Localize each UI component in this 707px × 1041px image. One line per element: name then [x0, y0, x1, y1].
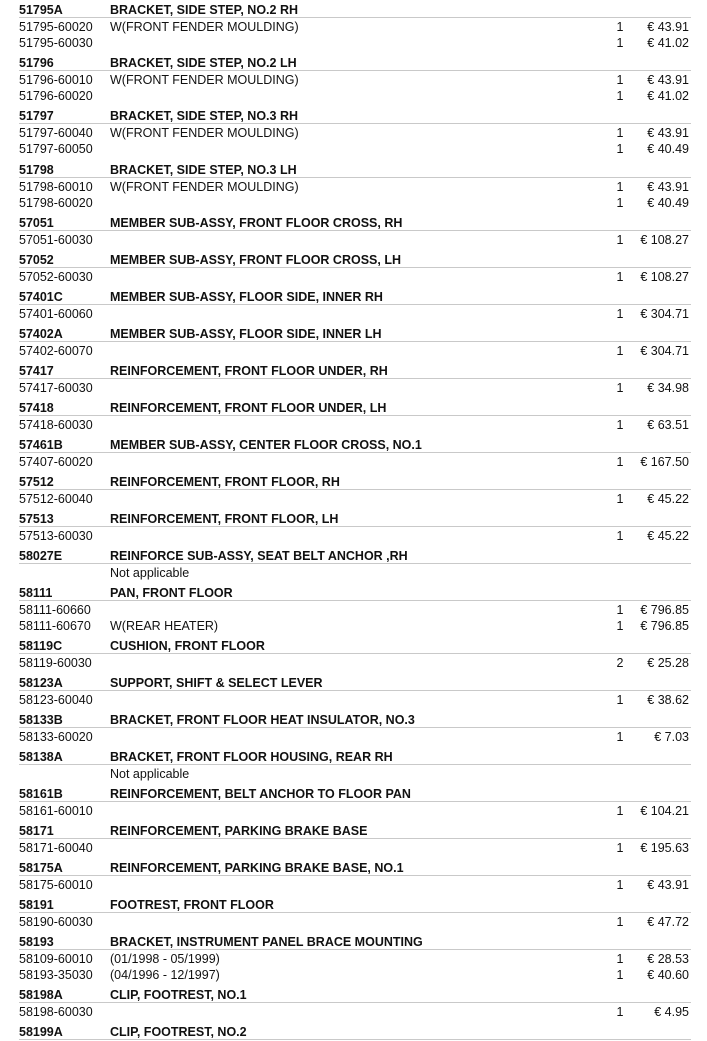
part-group — [0, 214, 707, 248]
group-header — [0, 711, 707, 729]
group-number: 58191 — [19, 898, 54, 912]
header-rule — [19, 230, 691, 231]
part-group — [0, 251, 707, 285]
unit-price: € 7.03 — [654, 730, 689, 744]
part-group — [0, 161, 707, 211]
group-number: 51798 — [19, 162, 54, 177]
part-row — [0, 766, 707, 782]
part-number: 58193-35030 — [19, 968, 93, 982]
part-description: (01/1998 - 05/1999) — [110, 952, 220, 966]
header-rule — [19, 690, 691, 691]
unit-price: € 40.49 — [647, 142, 689, 157]
part-group — [0, 1023, 707, 1041]
part-row — [0, 232, 707, 248]
part-number: 58171-60040 — [19, 841, 93, 855]
header-rule — [19, 838, 691, 839]
group-title: BRACKET, FRONT FLOOR HOUSING, REAR RH — [110, 750, 393, 764]
group-title: MEMBER SUB-ASSY, FRONT FLOOR CROSS, LH — [110, 252, 401, 267]
part-group — [0, 107, 707, 157]
part-row — [0, 125, 707, 141]
part-number: 57418-60030 — [19, 417, 93, 432]
part-group — [0, 510, 707, 544]
part-row — [0, 417, 707, 433]
part-number: 51797-60050 — [19, 142, 93, 157]
quantity: 1 — [616, 20, 624, 34]
part-number: 58109-60010 — [19, 952, 93, 966]
part-row — [0, 19, 707, 35]
group-header — [0, 251, 707, 269]
part-group — [0, 54, 707, 104]
group-header — [0, 1, 707, 19]
quantity: 1 — [616, 491, 624, 506]
part-group — [0, 436, 707, 470]
group-title: REINFORCEMENT, PARKING BRAKE BASE, NO.1 — [110, 861, 404, 875]
part-group — [0, 711, 707, 745]
part-number: 58190-60030 — [19, 915, 93, 929]
part-row — [0, 602, 707, 618]
unit-price: € 304.71 — [640, 343, 689, 358]
unit-price: € 25.28 — [647, 656, 689, 670]
part-number: 57052-60030 — [19, 269, 93, 284]
group-title: REINFORCEMENT, FRONT FLOOR, LH — [110, 511, 339, 526]
group-header — [0, 986, 707, 1004]
quantity: 1 — [616, 269, 624, 284]
part-number: 57401-60060 — [19, 306, 93, 321]
part-number: 57513-60030 — [19, 528, 93, 543]
group-header — [0, 214, 707, 232]
part-row — [0, 380, 707, 396]
unit-price: € 45.22 — [647, 528, 689, 543]
group-header — [0, 822, 707, 840]
part-group — [0, 859, 707, 893]
group-header — [0, 859, 707, 877]
quantity: 1 — [616, 528, 624, 543]
part-row — [0, 914, 707, 930]
part-group — [0, 748, 707, 782]
group-header — [0, 473, 707, 491]
group-number: 58198A — [19, 988, 63, 1003]
header-rule — [19, 563, 691, 564]
group-number: 58199A — [19, 1025, 63, 1040]
group-title: BRACKET, SIDE STEP, NO.2 RH — [110, 3, 299, 17]
part-group — [0, 986, 707, 1020]
part-group — [0, 325, 707, 359]
part-description: W(FRONT FENDER MOULDING) — [110, 179, 299, 194]
group-header — [0, 288, 707, 306]
unit-price: € 108.27 — [640, 269, 689, 284]
group-number: 58175A — [19, 861, 63, 875]
unit-price: € 4.95 — [654, 1005, 689, 1020]
quantity: 1 — [616, 915, 624, 929]
quantity: 1 — [616, 618, 624, 633]
part-number: 51795-60020 — [19, 20, 93, 34]
part-row — [0, 306, 707, 322]
part-description: Not applicable — [110, 565, 190, 580]
part-row — [0, 618, 707, 634]
unit-price: € 63.51 — [647, 417, 689, 432]
group-title: REINFORCEMENT, FRONT FLOOR UNDER, RH — [110, 363, 388, 378]
part-group — [0, 896, 707, 930]
part-row — [0, 655, 707, 671]
group-title: CLIP, FOOTREST, NO.1 — [110, 988, 247, 1003]
group-title: FOOTREST, FRONT FLOOR — [110, 898, 274, 912]
unit-price: € 104.21 — [640, 804, 689, 818]
part-number: 51796-60020 — [19, 89, 93, 104]
part-group — [0, 822, 707, 856]
part-row — [0, 454, 707, 470]
unit-price: € 38.62 — [647, 693, 689, 707]
group-number: 58171 — [19, 824, 54, 838]
part-number: 58119-60030 — [19, 656, 92, 670]
group-title: CLIP, FOOTREST, NO.2 — [110, 1025, 247, 1040]
group-title: REINFORCEMENT, PARKING BRAKE BASE — [110, 824, 368, 838]
group-title: BRACKET, FRONT FLOOR HEAT INSULATOR, NO.3 — [110, 713, 415, 727]
quantity: 1 — [616, 968, 624, 982]
part-row — [0, 528, 707, 544]
group-title: BRACKET, INSTRUMENT PANEL BRACE MOUNTING — [110, 935, 423, 949]
group-number: 51797 — [19, 109, 54, 124]
unit-price: € 28.53 — [647, 952, 689, 966]
quantity: 1 — [616, 306, 624, 321]
quantity: 1 — [616, 142, 624, 157]
group-header — [0, 107, 707, 125]
header-rule — [19, 949, 691, 950]
part-group — [0, 1, 707, 51]
part-number: 57407-60020 — [19, 454, 93, 469]
group-title: BRACKET, SIDE STEP, NO.2 LH — [110, 56, 297, 71]
part-description: (04/1996 - 12/1997) — [110, 968, 220, 982]
part-group — [0, 674, 707, 708]
group-header — [0, 161, 707, 179]
group-header — [0, 584, 707, 602]
group-header — [0, 362, 707, 380]
group-title: MEMBER SUB-ASSY, FLOOR SIDE, INNER RH — [110, 289, 383, 304]
quantity: 1 — [616, 380, 624, 395]
part-row — [0, 565, 707, 581]
quantity: 1 — [616, 602, 624, 617]
unit-price: € 40.49 — [647, 195, 689, 210]
part-group — [0, 473, 707, 507]
group-header — [0, 436, 707, 454]
part-number: 51798-60020 — [19, 195, 93, 210]
unit-price: € 43.91 — [647, 73, 689, 88]
group-header — [0, 933, 707, 951]
unit-price: € 41.02 — [647, 36, 689, 50]
header-rule — [19, 452, 691, 453]
group-number: 57418 — [19, 400, 54, 415]
group-number: 58161B — [19, 787, 63, 801]
group-number: 57401C — [19, 289, 63, 304]
part-row — [0, 72, 707, 88]
unit-price: € 796.85 — [640, 618, 689, 633]
group-number: 58193 — [19, 935, 54, 949]
group-number: 57417 — [19, 363, 54, 378]
part-number: 51798-60010 — [19, 179, 93, 194]
unit-price: € 43.91 — [647, 20, 689, 34]
group-number: 57402A — [19, 326, 63, 341]
quantity: 1 — [616, 36, 624, 50]
quantity: 1 — [616, 343, 624, 358]
part-number: 51797-60040 — [19, 126, 93, 141]
group-header — [0, 1023, 707, 1041]
header-rule — [19, 378, 691, 379]
quantity: 1 — [616, 952, 624, 966]
part-row — [0, 729, 707, 745]
group-title: REINFORCEMENT, FRONT FLOOR, RH — [110, 474, 340, 489]
part-row — [0, 803, 707, 819]
group-title: CUSHION, FRONT FLOOR — [110, 639, 265, 653]
quantity: 2 — [616, 656, 624, 670]
part-row — [0, 269, 707, 285]
part-number: 58175-60010 — [19, 878, 93, 892]
unit-price: € 195.63 — [640, 841, 689, 855]
group-number: 58111 — [19, 585, 53, 600]
header-rule — [19, 764, 691, 765]
group-number: 51796 — [19, 56, 54, 71]
part-description: Not applicable — [110, 767, 190, 781]
part-number: 58111-60660 — [19, 602, 91, 617]
header-rule — [19, 912, 691, 913]
part-row — [0, 967, 707, 983]
group-title: BRACKET, SIDE STEP, NO.3 LH — [110, 162, 297, 177]
part-row — [0, 141, 707, 157]
group-header — [0, 399, 707, 417]
part-group — [0, 584, 707, 634]
part-row — [0, 343, 707, 359]
part-group — [0, 637, 707, 671]
header-rule — [19, 875, 691, 876]
part-row — [0, 179, 707, 195]
part-row — [0, 195, 707, 211]
part-row — [0, 491, 707, 507]
part-description: W(FRONT FENDER MOULDING) — [110, 126, 299, 141]
header-rule — [19, 1002, 691, 1003]
group-header — [0, 785, 707, 803]
group-header — [0, 325, 707, 343]
header-rule — [19, 600, 691, 601]
group-number: 57051 — [19, 215, 54, 230]
quantity: 1 — [616, 126, 624, 141]
group-title: SUPPORT, SHIFT & SELECT LEVER — [110, 676, 323, 690]
group-number: 51795A — [19, 3, 63, 17]
part-row — [0, 88, 707, 104]
group-number: 57512 — [19, 474, 54, 489]
quantity: 1 — [616, 841, 624, 855]
group-title: REINFORCE SUB-ASSY, SEAT BELT ANCHOR ,RH — [110, 548, 408, 563]
part-group — [0, 933, 707, 983]
part-number: 57051-60030 — [19, 232, 93, 247]
part-number: 58161-60010 — [19, 804, 93, 818]
group-title: MEMBER SUB-ASSY, FRONT FLOOR CROSS, RH — [110, 215, 403, 230]
header-rule — [19, 267, 691, 268]
group-number: 58138A — [19, 750, 63, 764]
unit-price: € 167.50 — [640, 454, 689, 469]
group-title: PAN, FRONT FLOOR — [110, 585, 233, 600]
quantity: 1 — [616, 89, 624, 104]
part-group — [0, 785, 707, 819]
quantity: 1 — [616, 804, 624, 818]
part-number: 51796-60010 — [19, 73, 93, 88]
part-row — [0, 1004, 707, 1020]
group-title: REINFORCEMENT, BELT ANCHOR TO FLOOR PAN — [110, 787, 411, 801]
group-header — [0, 510, 707, 528]
quantity: 1 — [616, 195, 624, 210]
unit-price: € 45.22 — [647, 491, 689, 506]
part-row — [0, 35, 707, 51]
part-number: 57402-60070 — [19, 343, 93, 358]
part-row — [0, 692, 707, 708]
unit-price: € 43.91 — [647, 179, 689, 194]
unit-price: € 796.85 — [640, 602, 689, 617]
part-number: 51795-60030 — [19, 36, 93, 50]
group-number: 58027E — [19, 548, 63, 563]
quantity: 1 — [616, 417, 624, 432]
group-header — [0, 637, 707, 655]
unit-price: € 304.71 — [640, 306, 689, 321]
part-row — [0, 840, 707, 856]
part-number: 58123-60040 — [19, 693, 93, 707]
part-row — [0, 877, 707, 893]
unit-price: € 41.02 — [647, 89, 689, 104]
header-rule — [19, 727, 691, 728]
quantity: 1 — [616, 179, 624, 194]
part-group — [0, 362, 707, 396]
group-title: BRACKET, SIDE STEP, NO.3 RH — [110, 109, 299, 124]
part-description: W(FRONT FENDER MOULDING) — [110, 20, 299, 34]
header-rule — [19, 1039, 691, 1040]
header-rule — [19, 304, 691, 305]
group-number: 58123A — [19, 676, 63, 690]
quantity: 1 — [616, 73, 624, 88]
quantity: 1 — [616, 693, 624, 707]
part-group — [0, 547, 707, 581]
unit-price: € 47.72 — [647, 915, 689, 929]
header-rule — [19, 415, 691, 416]
group-header — [0, 54, 707, 72]
quantity: 1 — [616, 232, 624, 247]
header-rule — [19, 17, 691, 18]
group-header — [0, 896, 707, 914]
header-rule — [19, 70, 691, 71]
part-number: 58111-60670 — [19, 618, 91, 633]
part-number: 57512-60040 — [19, 491, 93, 506]
part-row — [0, 951, 707, 967]
header-rule — [19, 341, 691, 342]
unit-price: € 43.91 — [647, 878, 689, 892]
header-rule — [19, 177, 691, 178]
header-rule — [19, 489, 691, 490]
unit-price: € 34.98 — [647, 380, 689, 395]
header-rule — [19, 123, 691, 124]
group-title: MEMBER SUB-ASSY, FLOOR SIDE, INNER LH — [110, 326, 382, 341]
group-number: 57052 — [19, 252, 54, 267]
part-group — [0, 288, 707, 322]
part-number: 57417-60030 — [19, 380, 93, 395]
unit-price: € 108.27 — [640, 232, 689, 247]
part-number: 58133-60020 — [19, 730, 93, 744]
group-number: 58133B — [19, 713, 63, 727]
header-rule — [19, 801, 691, 802]
group-header — [0, 674, 707, 692]
group-number: 57461B — [19, 437, 63, 452]
quantity: 1 — [616, 730, 624, 744]
group-title: MEMBER SUB-ASSY, CENTER FLOOR CROSS, NO.1 — [110, 437, 422, 452]
group-title: REINFORCEMENT, FRONT FLOOR UNDER, LH — [110, 400, 387, 415]
unit-price: € 43.91 — [647, 126, 689, 141]
header-rule — [19, 653, 691, 654]
group-number: 57513 — [19, 511, 54, 526]
group-number: 58119C — [19, 639, 63, 653]
part-number: 58198-60030 — [19, 1005, 93, 1020]
quantity: 1 — [616, 1005, 624, 1020]
unit-price: € 40.60 — [647, 968, 689, 982]
quantity: 1 — [616, 878, 624, 892]
part-description: W(REAR HEATER) — [110, 618, 219, 633]
group-header — [0, 748, 707, 766]
part-description: W(FRONT FENDER MOULDING) — [110, 73, 299, 88]
header-rule — [19, 526, 691, 527]
quantity: 1 — [616, 454, 624, 469]
part-group — [0, 399, 707, 433]
group-header — [0, 547, 707, 565]
